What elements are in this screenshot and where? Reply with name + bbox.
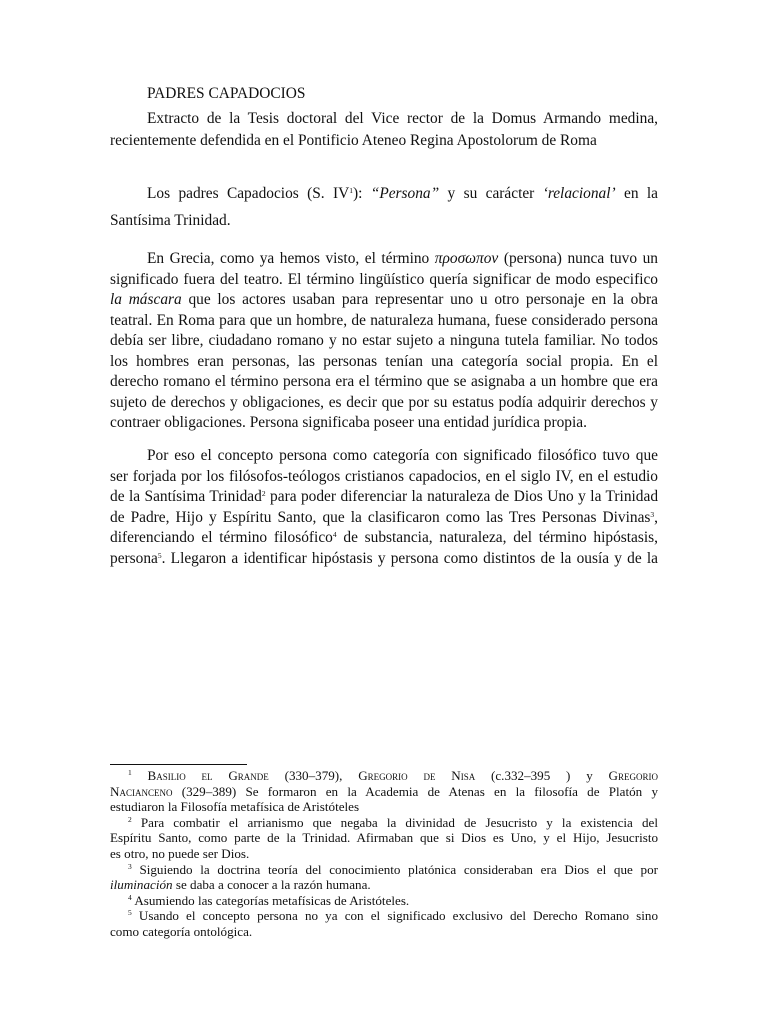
footnotes [110,768,658,940]
footnote-2-line-2: Espíritu Santo, como parte de la Trinidad. Afirmaban que si Dios es Uno, y el Hijo, Jesucristo [110,830,658,846]
paragraph-1 [110,249,658,434]
footnote-5-line-2: como categoría ontológica. [110,923,253,939]
paragraph-line: ser forjada por los filósofos-teólogos cristianos capadocios, en el siglo IV, en el estudio [110,467,658,485]
footnote-5-line-1: $^5$ Usando el concepto persona no ya con el significado exclusivo del Derecho Romano sino [128,908,658,924]
author-gregorio-nisa: Gregorio de Nisa [358,768,476,783]
footnote-number-3: 3 [128,861,132,871]
footnote-number-5: 5 [128,908,132,918]
footnote-1-line-2: Nacianceno (329–389) Se formaron en la Academia de Atenas en la filosofía de Platón y [110,783,658,799]
paragraph-line: persona$^5$. Llegaron a identificar hipóstasis y persona como distintos de la ousía y de la [110,549,658,567]
paragraph-line: debía ser libre, ciudadano romano y no estar sujeto a ninguna tutela familiar. No todos [110,332,658,349]
footnote-ref-1: 1 [349,186,353,195]
mascara-term: la máscara [110,291,182,308]
footnote-2-line-1: $^2$ Para combatir el arrianismo que negaba la divinidad de Jesucristo y la existencia del [128,814,658,830]
heading-text: Los padres Capadocios (S. IV [147,185,350,202]
document-title: PADRES CAPADOCIOS [147,85,306,102]
author-gregorio-nacianceno: Gregorio [608,768,659,783]
heading-text: en la [624,185,658,202]
section-heading-line-1 [110,184,658,205]
footnote-3-line-2: iluminación se daba a conocer a la razón humana. [110,877,371,893]
paragraph-line: contraer obligaciones. Persona significaba poseer una entidad jurídica propia. [110,414,587,431]
subtitle-line-1: Extracto de la Tesis doctoral del Vice rector de la Domus Armando medina, [147,109,658,127]
footnote-number-1: 1 [128,768,132,777]
paragraph-line: Por eso el concepto persona como categoría con significado filosófico tuvo que [147,447,658,464]
footnote-3-line-1: $^3$ Siguiendo la doctrina teoría del conocimiento platónica consideraban era Dios el que por [128,861,658,877]
section-heading [110,184,658,231]
heading-text: ): [353,185,363,202]
subtitle-line-2: recientemente defendida en el Pontificio Ateneo Regina Apostolorum de Roma [110,132,597,149]
paragraph-line: teatral. En Roma para que un hombre, de naturaleza humana, fuese considerado persona [110,311,658,329]
paragraph-line: En Grecia, como ya hemos visto, el término προσωπον (persona) nunca tuvo un [147,250,658,267]
paragraph-line: derecho romano el término persona era el término que se asignaba a un hombre que era [110,373,658,390]
paragraph-line: de la Santísima Trinidad$^2$ para poder diferenciar la naturaleza de Dios Uno y la Trinidad [110,488,659,505]
section-heading-line-2: Santísima Trinidad. [110,211,231,229]
heading-text: y su carácter [447,185,535,202]
footnote-number-2: 2 [128,814,132,824]
footnote-ref-3: 3 [650,509,655,519]
iluminacion-term: iluminación [110,877,173,893]
document-header [110,84,658,152]
footnote-ref-5: 5 [157,550,162,560]
author-basilio: Basilio el Grande [147,768,269,783]
paragraph-line: de Padre, Hijo y Espíritu Santo, que la clasificaron como las Tres Personas Divinas$^3$, [110,508,658,526]
footnote-number-4: 4 [128,892,132,902]
footnote-ref-4: 4 [332,530,337,539]
greek-term: προσωπον [434,250,499,267]
footnote-separator [110,764,247,765]
paragraph-line: diferenciando el término filosófico$^4$ de substancia, naturaleza, del término hipóstasis, [110,529,658,546]
footnote-1-line-1: $^1$ Basilio el Grande (330–379), Gregorio de Nisa (c.332–395 ) y Gregorio [128,768,659,783]
footnote-4-line-1: $^4$ Asumiendo las categorías metafísicas de Aristóteles. [128,892,410,908]
heading-persona: “Persona” [370,185,440,202]
paragraph-line: la máscara que los actores usaban para representar uno u otro personaje en la obra [110,291,658,308]
footnote-2-line-3: es otro, no puede ser Dios. [110,845,250,861]
paragraph-line: los hombres eran personas, las personas tenían una categoría social propia. En el [110,352,658,370]
footnote-ref-2: 2 [261,489,266,498]
footnote-1-line-3: estudiaron la Filosofía metafísica de Aristóteles [110,799,360,815]
heading-relacional: ‘relacional’ [542,185,616,202]
paragraph-line: significado fuera del teatro. El término lingüístico quería significar de modo especifico [110,270,658,288]
paragraph-line: sujeto de derechos y obligaciones, es decir que por su estatus podía adquirir derechos y [110,393,658,411]
paragraph-2 [110,446,658,569]
